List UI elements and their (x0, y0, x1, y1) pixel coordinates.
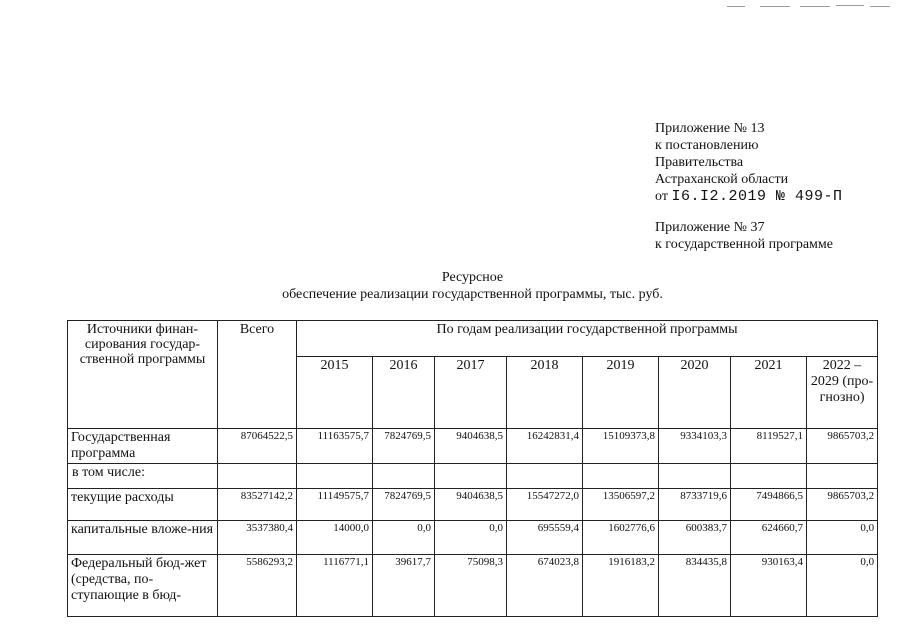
cell-value: 0,0 (373, 521, 435, 555)
date-stamp: I6.I2.2019 № 499-П (671, 188, 843, 205)
cell-value: 8733719,6 (659, 489, 731, 521)
approval-line: Правительства (655, 155, 744, 170)
cell-total: 87064522,5 (218, 429, 297, 464)
cell-value: 834435,8 (659, 555, 731, 617)
cell-value: 674023,8 (507, 555, 583, 617)
approval-line: к постановлению (655, 138, 759, 153)
table-row (68, 429, 878, 464)
cell-value (507, 464, 583, 489)
header-total: Всего (218, 321, 297, 429)
cell-value: 624660,7 (731, 521, 807, 555)
table-header-row (68, 321, 878, 357)
scan-artifact (760, 6, 790, 7)
cell-value: 0,0 (435, 521, 507, 555)
cell-value (807, 464, 878, 489)
cell-value (583, 464, 659, 489)
approval-line: Астраханской области (655, 172, 789, 187)
cell-value: 39617,7 (373, 555, 435, 617)
cell-value: 75098,3 (435, 555, 507, 617)
cell-value: 9334103,3 (659, 429, 731, 464)
cell-value (731, 464, 807, 489)
header-by-years: По годам реализации государственной программы (297, 321, 878, 357)
approval-date-line (655, 188, 842, 205)
row-label: текущие расходы (68, 489, 218, 521)
cell-value: 7494866,5 (731, 489, 807, 521)
cell-value (435, 464, 507, 489)
row-label: Государственная программа (68, 429, 218, 464)
cell-value: 9404638,5 (435, 429, 507, 464)
cell-value: 11149575,7 (297, 489, 373, 521)
resource-table (67, 320, 878, 617)
title-line: обеспечение реализации государственной программы, тыс. руб. (282, 287, 663, 302)
table-row (68, 489, 878, 521)
cell-value: 1602776,6 (583, 521, 659, 555)
cell-value: 16242831,4 (507, 429, 583, 464)
cell-value: 15109373,8 (583, 429, 659, 464)
cell-value: 9865703,2 (807, 489, 878, 521)
cell-value: 930163,4 (731, 555, 807, 617)
cell-total (218, 464, 297, 489)
cell-value: 9865703,2 (807, 429, 878, 464)
approval-block (655, 120, 842, 205)
cell-total: 3537380,4 (218, 521, 297, 555)
cell-total: 83527142,2 (218, 489, 297, 521)
header-year: 2017 (435, 357, 507, 429)
cell-value: 0,0 (807, 555, 878, 617)
appendix-line: Приложение № 37 (655, 220, 765, 235)
document-title (0, 269, 905, 303)
date-prefix: от (655, 189, 668, 204)
scan-artifact (800, 6, 830, 7)
cell-value (297, 464, 373, 489)
appendix-block (655, 219, 833, 253)
scan-artifact (836, 5, 864, 6)
cell-value (659, 464, 731, 489)
cell-value: 8119527,1 (731, 429, 807, 464)
header-year: 2022 – 2029 (про-гнозно) (807, 357, 878, 429)
title-line: Ресурсное (441, 270, 504, 285)
cell-value: 695559,4 (507, 521, 583, 555)
header-source: Источники финан-сирования государ-ственной программы (68, 321, 218, 429)
cell-value: 15547272,0 (507, 489, 583, 521)
cell-value: 600383,7 (659, 521, 731, 555)
header-year: 2016 (373, 357, 435, 429)
cell-total: 5586293,2 (218, 555, 297, 617)
cell-value (373, 464, 435, 489)
cell-value: 13506597,2 (583, 489, 659, 521)
cell-value: 1116771,1 (297, 555, 373, 617)
header-year: 2019 (583, 357, 659, 429)
row-label: в том числе: (68, 464, 218, 489)
header-year: 2020 (659, 357, 731, 429)
scan-artifact (870, 6, 890, 7)
table-row (68, 464, 878, 489)
scan-artifact (727, 6, 745, 7)
cell-value: 0,0 (807, 521, 878, 555)
approval-line: Приложение № 13 (655, 121, 765, 136)
table-row (68, 521, 878, 555)
header-year: 2021 (731, 357, 807, 429)
header-year: 2018 (507, 357, 583, 429)
header-year: 2015 (297, 357, 373, 429)
row-label: Федеральный бюд-жет (средства, по-ступающие в бюд- (68, 555, 218, 617)
cell-value: 7824769,5 (373, 489, 435, 521)
row-label: капитальные вложе-ния (68, 521, 218, 555)
cell-value: 9404638,5 (435, 489, 507, 521)
cell-value: 11163575,7 (297, 429, 373, 464)
cell-value: 1916183,2 (583, 555, 659, 617)
cell-value: 7824769,5 (373, 429, 435, 464)
cell-value: 14000,0 (297, 521, 373, 555)
appendix-line: к государственной программе (655, 237, 833, 252)
table-row (68, 555, 878, 617)
